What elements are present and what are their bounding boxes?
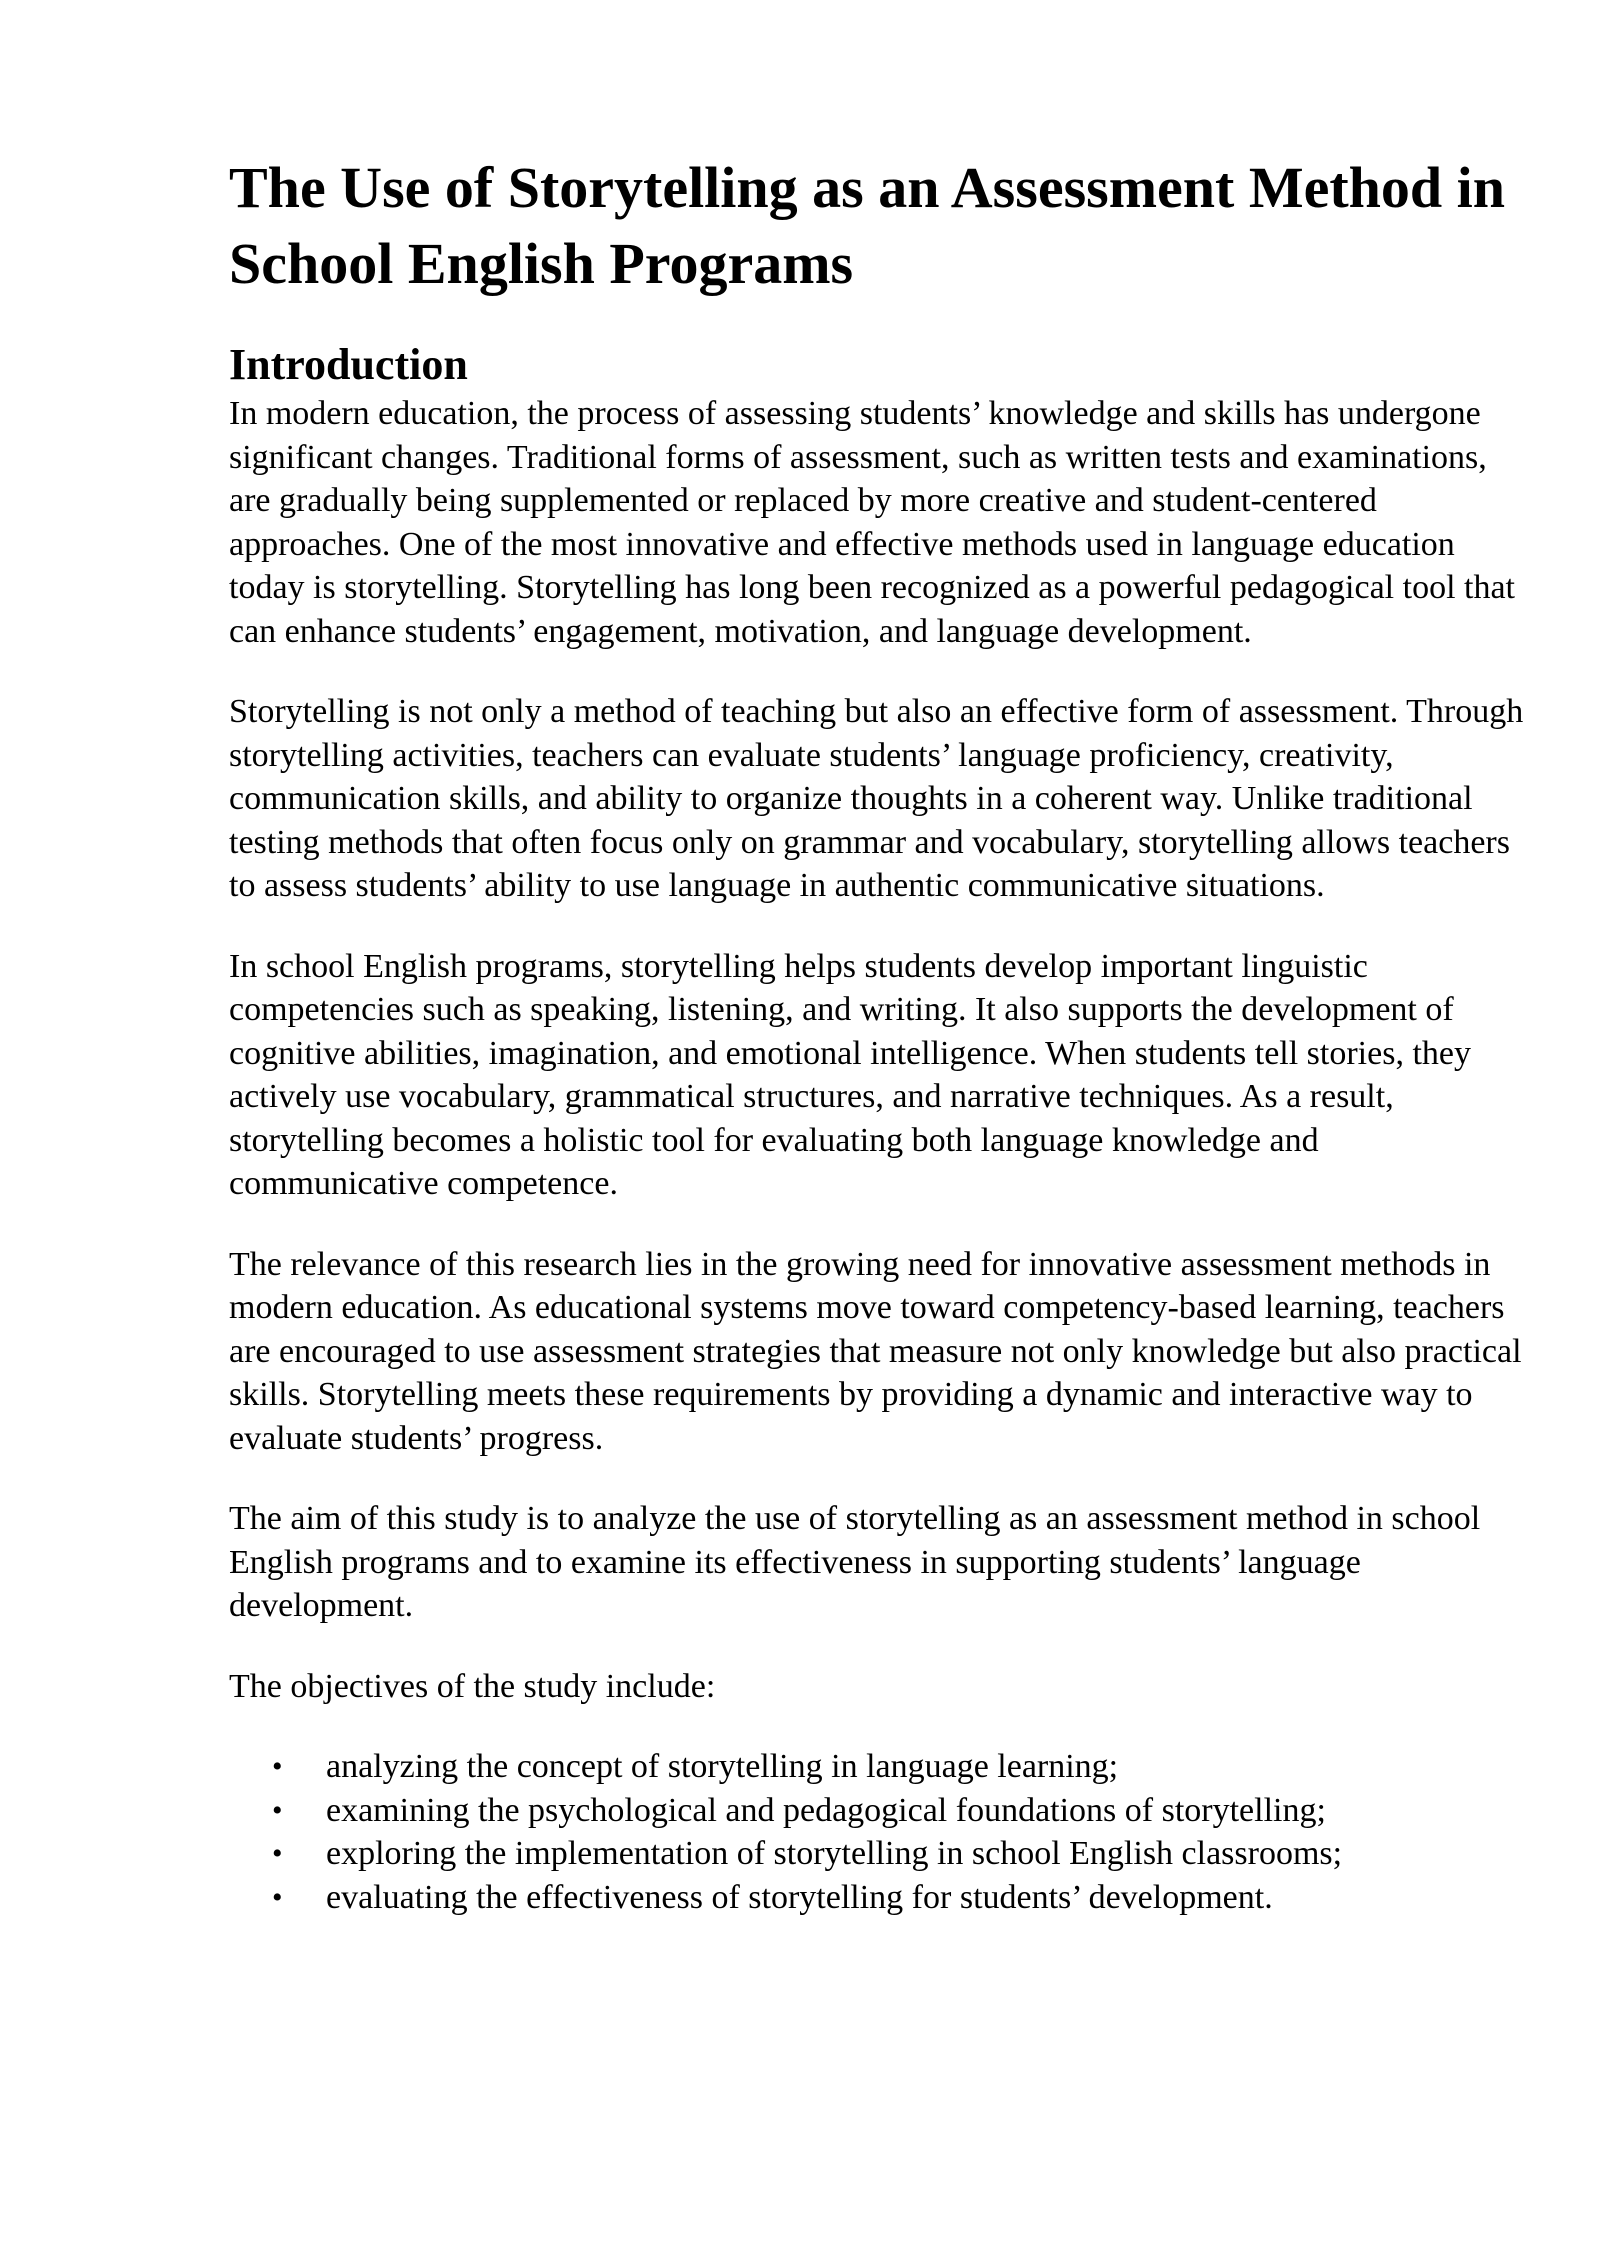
document-title: The Use of Storytelling as an Assessment Method in School English Programs: [229, 155, 1506, 296]
section-heading-introduction: Introduction: [229, 340, 468, 389]
list-item-text: examining the psychological and pedagogical foundations of storytelling;: [326, 1791, 1326, 1829]
paragraph: The aim of this study is to analyze the use of storytelling as an assessment method in school English programs and to examine its effectiveness in supporting students’ language development.: [229, 1500, 1481, 1624]
list-item: [229, 1789, 1529, 1833]
paragraph: Storytelling is not only a method of teaching but also an effective form of assessment. Through storytelling activities, teachers can evaluate students’ language proficiency, creativity, communication skills, and ability to organize thoughts in a coherent way. Unlike traditional testing methods that often focus only on grammar and vocabulary, storytelling allows teachers to assess students’ ability to use language in authentic communicative situations.: [229, 693, 1524, 904]
paragraph: In modern education, the process of assessing students’ knowledge and skills has undergone significant changes. Traditional forms of assessment, such as written tests and examinations, are gradually being supplemented or replaced by more creative and student-centered approaches. One of the most innovative and effective methods used in language education today is storytelling. Storytelling has long been recognized as a powerful pedagogical tool that can enhance students’ engagement, motivation, and language development.: [229, 395, 1516, 650]
document-page: [229, 150, 1529, 1919]
bullet-icon: •: [272, 1793, 283, 1827]
list-item-text: evaluating the effectiveness of storytelling for students’ development.: [326, 1878, 1273, 1916]
list-item: [229, 1876, 1529, 1920]
paragraph: In school English programs, storytelling helps students develop important linguistic competencies such as speaking, listening, and writing. It also supports the development of cognitive abilities, imagination, and emotional intelligence. When students tell stories, they actively use vocabulary, grammatical structures, and narrative techniques. As a result, storytelling becomes a holistic tool for evaluating both language knowledge and communicative competence.: [229, 947, 1471, 1202]
paragraph: The relevance of this research lies in the growing need for innovative assessment methods in modern education. As educational systems move toward competency-based learning, teachers are encouraged to use assessment strategies that measure not only knowledge but also practical skills. Storytelling meets these requirements by providing a dynamic and interactive way to evaluate students’ progress.: [229, 1245, 1522, 1457]
list-item-text: analyzing the concept of storytelling in language learning;: [326, 1748, 1119, 1785]
bullet-icon: •: [272, 1880, 283, 1914]
list-item-text: exploring the implementation of storytelling in school English classrooms;: [326, 1835, 1343, 1872]
list-item: [229, 1745, 1529, 1789]
paragraph-objectives-intro: The objectives of the study include:: [229, 1667, 716, 1705]
list-item: [229, 1832, 1529, 1876]
bullet-icon: •: [272, 1750, 283, 1783]
objectives-list: [229, 1745, 1529, 1919]
bullet-icon: •: [272, 1837, 283, 1870]
